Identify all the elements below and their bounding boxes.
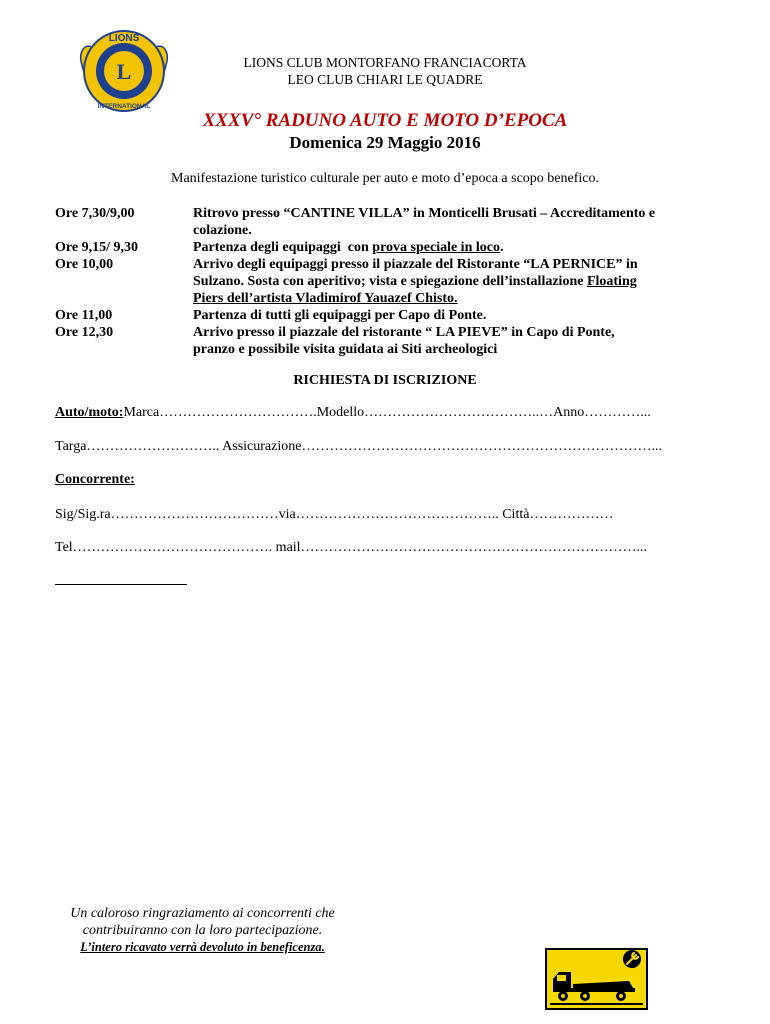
thanks-line-3: L’intero ricavato verrà devoluto in beneficenza. bbox=[80, 940, 325, 954]
auto-moto-label: Auto/moto: bbox=[55, 405, 124, 420]
schedule-desc-2a: Partenza degli equipaggi con bbox=[193, 240, 373, 255]
lions-logo bbox=[74, 25, 174, 117]
auto-moto-field[interactable] bbox=[55, 405, 651, 421]
registration-heading: RICHIESTA DI ISCRIZIONE bbox=[293, 373, 477, 388]
divider-line bbox=[55, 584, 187, 585]
tel-field[interactable]: Tel……………………………………. mail………………………………………………………………... bbox=[55, 540, 648, 555]
schedule-time-1: Ore 7,30/9,00 bbox=[55, 206, 135, 221]
schedule-desc-1a: Ritrovo presso “CANTINE VILLA” in Monticelli Brusati – Accreditamento e bbox=[193, 206, 656, 221]
schedule-desc-4: Partenza di tutti gli equipaggi per Capo di Ponte. bbox=[193, 308, 487, 323]
schedule-desc-3b-text: Sulzano. Sosta con aperitivo; vista e spiegazione dell’installazione bbox=[193, 274, 587, 289]
tow-truck-icon bbox=[545, 948, 648, 1010]
auto-moto-line: Marca…………………………….Modello………………………………..…Anno…………... bbox=[123, 405, 651, 420]
schedule-desc-1b: colazione. bbox=[193, 223, 252, 238]
event-date: Domenica 29 Maggio 2016 bbox=[289, 133, 481, 152]
logo-top-text: LIONS bbox=[108, 33, 140, 44]
schedule-desc-3c: Floating bbox=[586, 274, 637, 289]
schedule-time-4: Ore 11,00 bbox=[55, 308, 113, 323]
thanks-line-2: contribuiranno con la loro partecipazione. bbox=[82, 923, 323, 938]
schedule-desc-5b: pranzo e possibile visita guidata ai Siti archeologici bbox=[193, 342, 498, 357]
schedule-time-3: Ore 10,00 bbox=[55, 257, 114, 272]
schedule-time-2: Ore 9,15/ 9,30 bbox=[55, 240, 138, 255]
event-intro: Manifestazione turistico culturale per auto e moto d’epoca a scopo benefico. bbox=[171, 171, 599, 186]
schedule-desc-2b: prova speciale in loco bbox=[372, 240, 500, 255]
event-title: XXXV° RADUNO AUTO E MOTO D’EPOCA bbox=[202, 110, 568, 131]
logo-bottom-text: INTERNATIONAL bbox=[97, 103, 151, 110]
logo-letter: L bbox=[116, 59, 132, 84]
schedule-desc-3b bbox=[193, 273, 637, 290]
schedule-desc-3d: Piers dell’artista Vladimirof Yauazef Chisto. bbox=[193, 291, 458, 306]
thanks-block bbox=[50, 905, 355, 956]
schedule-desc-3a: Arrivo degli equipaggi presso il piazzale del Ristorante “LA PERNICE” in bbox=[193, 257, 638, 272]
tow-truck-badge bbox=[545, 948, 648, 1010]
schedule-desc-2c: . bbox=[499, 240, 504, 255]
schedule-desc-5a: Arrivo presso il piazzale del ristorante “ LA PIEVE” in Capo di Ponte, bbox=[193, 325, 615, 340]
header-line-1: LIONS CLUB MONTORFANO FRANCIACORTA bbox=[243, 55, 527, 70]
sig-field[interactable]: Sig/Sig.ra………………………………via…………………………………….. Città……………… bbox=[55, 507, 614, 522]
schedule-time-5: Ore 12,30 bbox=[55, 325, 114, 340]
header-line-2: LEO CLUB CHIARI LE QUADRE bbox=[287, 72, 483, 87]
schedule-desc-2 bbox=[193, 239, 503, 256]
targa-field[interactable]: Targa……………………….. Assicurazione…………………………………………………………………... bbox=[55, 439, 662, 454]
club-header bbox=[200, 54, 570, 88]
concorrente-label: Concorrente: bbox=[55, 472, 135, 487]
lions-emblem-icon bbox=[74, 25, 174, 117]
thanks-line-1: Un caloroso ringraziamento ai concorrenti che bbox=[70, 906, 335, 921]
